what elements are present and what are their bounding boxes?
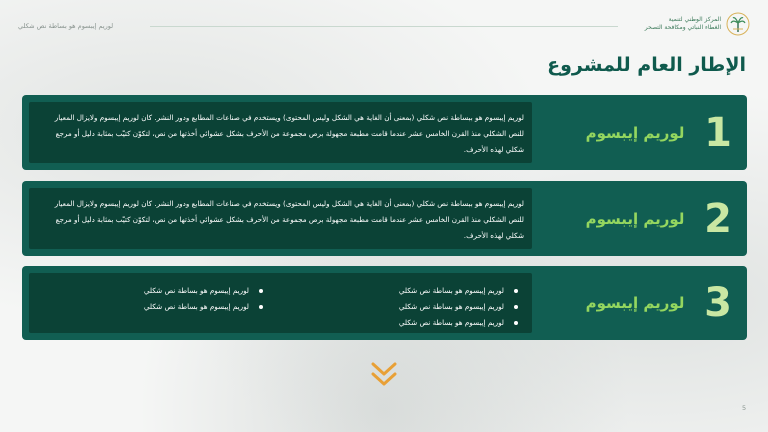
framework-row-3 [22, 266, 747, 340]
page-title: الإطار العام للمشروع [547, 54, 746, 76]
list-item: لوريم إيبسوم هو بساطة نص شكلي [303, 315, 518, 331]
logo-line-2: الغطاء النباتي ومكافحة التصحر [644, 24, 721, 31]
framework-row-1 [22, 95, 747, 170]
logo-text [645, 16, 721, 32]
header-divider [150, 26, 618, 27]
row-text-box [29, 102, 532, 163]
list-item: لوريم إيبسوم هو بساطة نص شكلي [48, 283, 263, 299]
organization-logo [645, 12, 750, 36]
row-number: 3 [704, 280, 732, 326]
row-label: لوريم إيبسوم [585, 294, 685, 312]
list-item: لوريم إيبسوم هو بساطة نص شكلي [303, 299, 518, 315]
bullet-list-left [48, 283, 263, 331]
bullet-columns [37, 281, 524, 331]
row-number: 1 [704, 109, 732, 156]
palm-logo-icon [726, 12, 750, 36]
framework-row-2 [22, 181, 747, 256]
row-paragraph: لوريم إيبسوم هو ببساطة نص شكلي (بمعنى أن الغاية هي الشكل وليس المحتوى) ويستخدم في صناعات المطابع ودور النشر. كان لوريم إيبسوم ولايزال المعيار للنص الشكلي منذ القرن الخامس عشر عندما قامت مطبعة مجهولة برص مجموعة من الأحرف بشكل عشوائي أخذتها من نص، لتكوّن كتيّب بمثابة دليل أو مرجع شكلي لهذه الأحرف. [54, 113, 524, 154]
row-label: لوريم إيبسوم [585, 123, 685, 142]
list-item: لوريم إيبسوم هو بساطة نص شكلي [48, 299, 263, 315]
row-label: لوريم إيبسوم [585, 209, 685, 228]
header-tagline: لوريم إيبسوم هو بساطة نص شكلي [18, 22, 114, 30]
chevron-double-down-icon[interactable] [369, 360, 399, 390]
list-item: لوريم إيبسوم هو بساطة نص شكلي [303, 283, 518, 299]
row-number: 2 [704, 195, 732, 242]
logo-line-1: المركز الوطني لتنمية [668, 16, 721, 23]
bullet-list-right [303, 283, 518, 331]
row-bullets-box [29, 273, 532, 333]
page-number: 5 [742, 404, 747, 412]
row-text-box [29, 188, 532, 249]
row-paragraph: لوريم إيبسوم هو ببساطة نص شكلي (بمعنى أن الغاية هي الشكل وليس المحتوى) ويستخدم في صناعات المطابع ودور النشر. كان لوريم إيبسوم ولايزال المعيار للنص الشكلي منذ القرن الخامس عشر عندما قامت مطبعة مجهولة برص مجموعة من الأحرف بشكل عشوائي أخذتها من نص، لتكوّن كتيّب بمثابة دليل أو مرجع شكلي لهذه الأحرف. [54, 199, 524, 240]
